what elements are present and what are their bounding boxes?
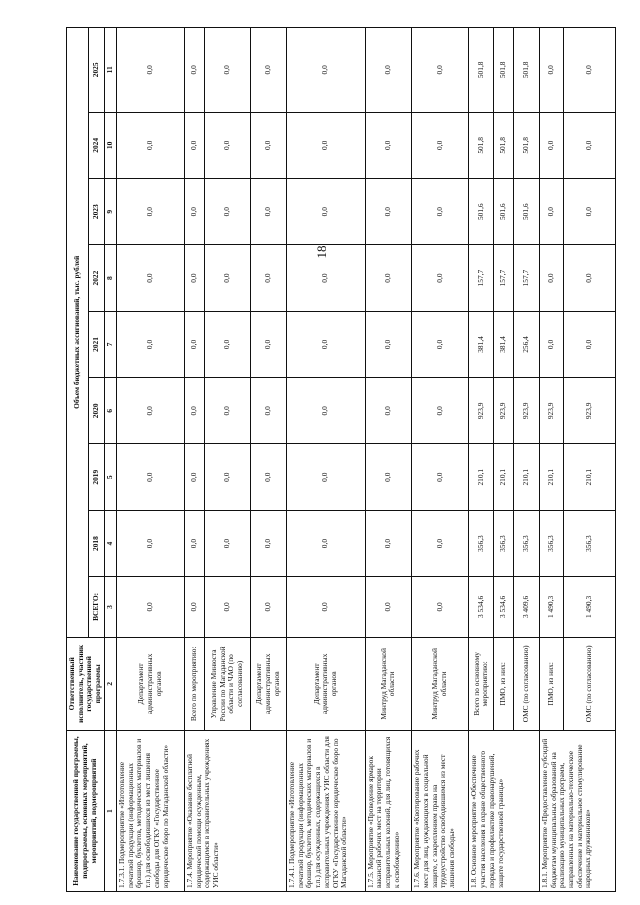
budget-value: 0,0 [286,112,365,178]
budget-value: 1 490,3 [539,577,564,637]
budget-value: 0,0 [539,245,564,311]
budget-value: 3 534,6 [494,577,514,637]
budget-value: 0,0 [365,444,412,510]
header-year: 2020 [89,378,105,444]
budget-value: 356,3 [494,510,514,576]
budget-value: 0,0 [286,245,365,311]
budget-value: 157,7 [469,245,494,311]
budget-table [66,27,616,892]
responsible-executor: ПМО, из них: [494,637,514,731]
budget-value: 0,0 [251,179,287,245]
budget-value: 256,4 [514,311,540,377]
budget-value: 381,4 [469,311,494,377]
header-column-index: 4 [104,510,116,576]
budget-value: 0,0 [412,311,469,377]
budget-value: 0,0 [286,378,365,444]
budget-value: 501,8 [494,112,514,178]
budget-value: 0,0 [204,245,251,311]
header-column-index: 11 [104,28,116,113]
responsible-executor: ОМС (по согласованию) [514,637,540,731]
table-row [365,28,412,892]
program-item-name: 1.7.4. Мероприятие «Оказание бесплатной юридической помощи осужденным, содержащимся в исправительных учреждениях УИС области» [184,731,286,892]
budget-value: 157,7 [494,245,514,311]
header-column-index: 8 [104,245,116,311]
budget-value: 0,0 [184,28,204,113]
header-column-index: 10 [104,112,116,178]
responsible-executor: Минтруд Магаданской области [412,637,469,731]
header-column-index: 2 [104,637,116,731]
header-budget: Объем бюджетных ассигнований, тыс. рублей [67,28,89,638]
budget-value: 0,0 [251,311,287,377]
budget-value: 0,0 [564,245,616,311]
table-row [116,28,184,892]
budget-value: 0,0 [286,510,365,576]
budget-value: 3 409,6 [514,577,540,637]
header-year: ВСЕГО: [89,577,105,637]
program-item-name: 1.8.1. Мероприятие «Предоставление субсидий бюджетам муниципальных образований на реализацию муниципальных программ, направленных на материально-техническое обеспечение и материальное стимулирование народных дружинников» [539,731,615,892]
header-column-index: 9 [104,179,116,245]
header-year: 2018 [89,510,105,576]
budget-value: 0,0 [251,577,287,637]
index-header-row [104,28,116,892]
header-column-index: 3 [104,577,116,637]
responsible-executor: Департамент административных органов [286,637,365,731]
budget-value: 501,6 [469,179,494,245]
budget-table-rotated [66,27,612,892]
budget-value: 0,0 [116,510,184,576]
budget-value: 0,0 [116,311,184,377]
header-year: 2023 [89,179,105,245]
budget-value: 0,0 [204,378,251,444]
budget-value: 0,0 [116,179,184,245]
budget-value: 0,0 [365,28,412,113]
table-row [184,28,204,892]
header-name: Наименование государственной программы, подпрограммы, основных мероприятий, мероприятий, подмероприятий [67,731,105,892]
budget-value: 923,9 [514,378,540,444]
program-item-name: 1.7.4.1. Подмероприятие «Изготовление печатной продукции (информационных брошюр, буклетов, методических материалов и т.п.) для осужденных, содержащихся в исправительных учреждениях УИС области для ОГКУ «Государственное юридическое бюро по Магаданской области» [286,731,365,892]
responsible-executor: ОМС (по согласованию) [564,637,616,731]
budget-value: 3 534,6 [469,577,494,637]
budget-value: 0,0 [564,311,616,377]
budget-value: 0,0 [116,577,184,637]
budget-value: 0,0 [365,577,412,637]
budget-value: 0,0 [412,577,469,637]
budget-value: 210,1 [514,444,540,510]
budget-value: 0,0 [412,378,469,444]
budget-value: 0,0 [539,112,564,178]
budget-value: 0,0 [251,378,287,444]
budget-value: 0,0 [539,28,564,113]
responsible-executor: Департамент административных органов [251,637,287,731]
budget-value: 0,0 [204,179,251,245]
budget-value: 0,0 [365,112,412,178]
responsible-executor: Всего по мероприятию: [184,637,204,731]
budget-value: 501,8 [469,28,494,113]
budget-value: 0,0 [412,179,469,245]
budget-value: 923,9 [564,378,616,444]
budget-value: 0,0 [365,378,412,444]
budget-value: 0,0 [539,179,564,245]
budget-value: 501,8 [514,112,540,178]
budget-value: 0,0 [251,245,287,311]
responsible-executor: Минтруд Магаданской области [365,637,412,731]
page-number: 18 [314,245,329,259]
header-column-index: 1 [104,731,116,892]
budget-value: 0,0 [251,112,287,178]
header-column-index: 7 [104,311,116,377]
budget-value: 0,0 [365,510,412,576]
budget-value: 0,0 [286,179,365,245]
responsible-executor: Всего по основному мероприятию: [469,637,494,731]
budget-value: 501,8 [514,28,540,113]
budget-value: 157,7 [514,245,540,311]
budget-value: 0,0 [286,28,365,113]
budget-value: 0,0 [184,378,204,444]
budget-value: 356,3 [564,510,616,576]
budget-value: 0,0 [204,28,251,113]
budget-value: 0,0 [184,444,204,510]
responsible-executor: Управление Минюста России по Магаданской области и ЧАО (по согласованию) [204,637,251,731]
budget-value: 923,9 [469,378,494,444]
budget-value: 0,0 [251,444,287,510]
budget-value: 0,0 [116,28,184,113]
budget-value: 0,0 [116,444,184,510]
budget-value: 0,0 [204,311,251,377]
budget-value: 210,1 [564,444,616,510]
header-column-index: 5 [104,444,116,510]
budget-value: 0,0 [251,28,287,113]
budget-value: 0,0 [116,112,184,178]
budget-value: 0,0 [412,112,469,178]
budget-value: 210,1 [539,444,564,510]
budget-value: 0,0 [286,311,365,377]
budget-value: 0,0 [204,112,251,178]
budget-value: 0,0 [184,245,204,311]
budget-value: 0,0 [184,311,204,377]
budget-value: 210,1 [469,444,494,510]
budget-value: 0,0 [204,510,251,576]
budget-value: 0,0 [184,112,204,178]
table-body [116,28,615,892]
budget-value: 356,3 [539,510,564,576]
budget-value: 1 490,3 [564,577,616,637]
table-row [412,28,469,892]
budget-value: 210,1 [494,444,514,510]
budget-value: 0,0 [116,245,184,311]
budget-value: 501,8 [494,28,514,113]
program-item-name: 1.7.6. Мероприятие «Квотирование рабочих мест для лиц, нуждающихся в социальной защите, с закреплением права на трудоустройство освободившимся из мест лишения свободы» [412,731,469,892]
header-year: 2019 [89,444,105,510]
budget-value: 0,0 [412,510,469,576]
program-item-name: 1.7.3.1. Подмероприятие «Изготовление печатной продукции (информационных брошюр, буклетов, методических материалов и т.п.) для освободившихся из мест лишения свободы для ОГКУ «Государственное юридическое бюро по Магаданской области» [116,731,184,892]
header-responsible: Ответственный исполнитель, участник государственной программы [67,637,105,731]
budget-value: 0,0 [184,179,204,245]
budget-value: 0,0 [116,378,184,444]
budget-value: 356,3 [469,510,494,576]
budget-value: 0,0 [286,444,365,510]
budget-value: 0,0 [184,510,204,576]
budget-value: 0,0 [365,245,412,311]
header-year: 2025 [89,28,105,113]
budget-value: 501,6 [514,179,540,245]
budget-value: 923,9 [539,378,564,444]
budget-value: 0,0 [184,577,204,637]
table-row [469,28,494,892]
budget-value: 0,0 [539,311,564,377]
budget-value: 0,0 [564,179,616,245]
header-year: 2022 [89,245,105,311]
header-column-index: 6 [104,378,116,444]
table-row [539,28,564,892]
budget-value: 0,0 [365,311,412,377]
program-item-name: 1.7.5. Мероприятие «Проведение ярмарок вакансий рабочих мест на территории исправительных колоний, для лиц, готовящихся к освобождению» [365,731,412,892]
responsible-executor: ПМО, из них: [539,637,564,731]
budget-value: 0,0 [412,444,469,510]
budget-value: 0,0 [365,179,412,245]
budget-value: 0,0 [564,112,616,178]
budget-value: 0,0 [204,444,251,510]
header-year: 2024 [89,112,105,178]
table-row [286,28,365,892]
budget-value: 501,8 [469,112,494,178]
budget-value: 356,3 [514,510,540,576]
responsible-executor: Департамент административных органов [116,637,184,731]
budget-value: 381,4 [494,311,514,377]
budget-value: 0,0 [204,577,251,637]
budget-value: 0,0 [412,28,469,113]
program-item-name: 1.8. Основное мероприятие «Обеспечение участия населения в охране общественного порядка и профилактике правонарушений, защите государственной границы» [469,731,539,892]
header-year: 2021 [89,311,105,377]
budget-value: 0,0 [286,577,365,637]
budget-value: 0,0 [251,510,287,576]
budget-value: 501,6 [494,179,514,245]
budget-value: 923,9 [494,378,514,444]
budget-value: 0,0 [564,28,616,113]
budget-value: 0,0 [412,245,469,311]
